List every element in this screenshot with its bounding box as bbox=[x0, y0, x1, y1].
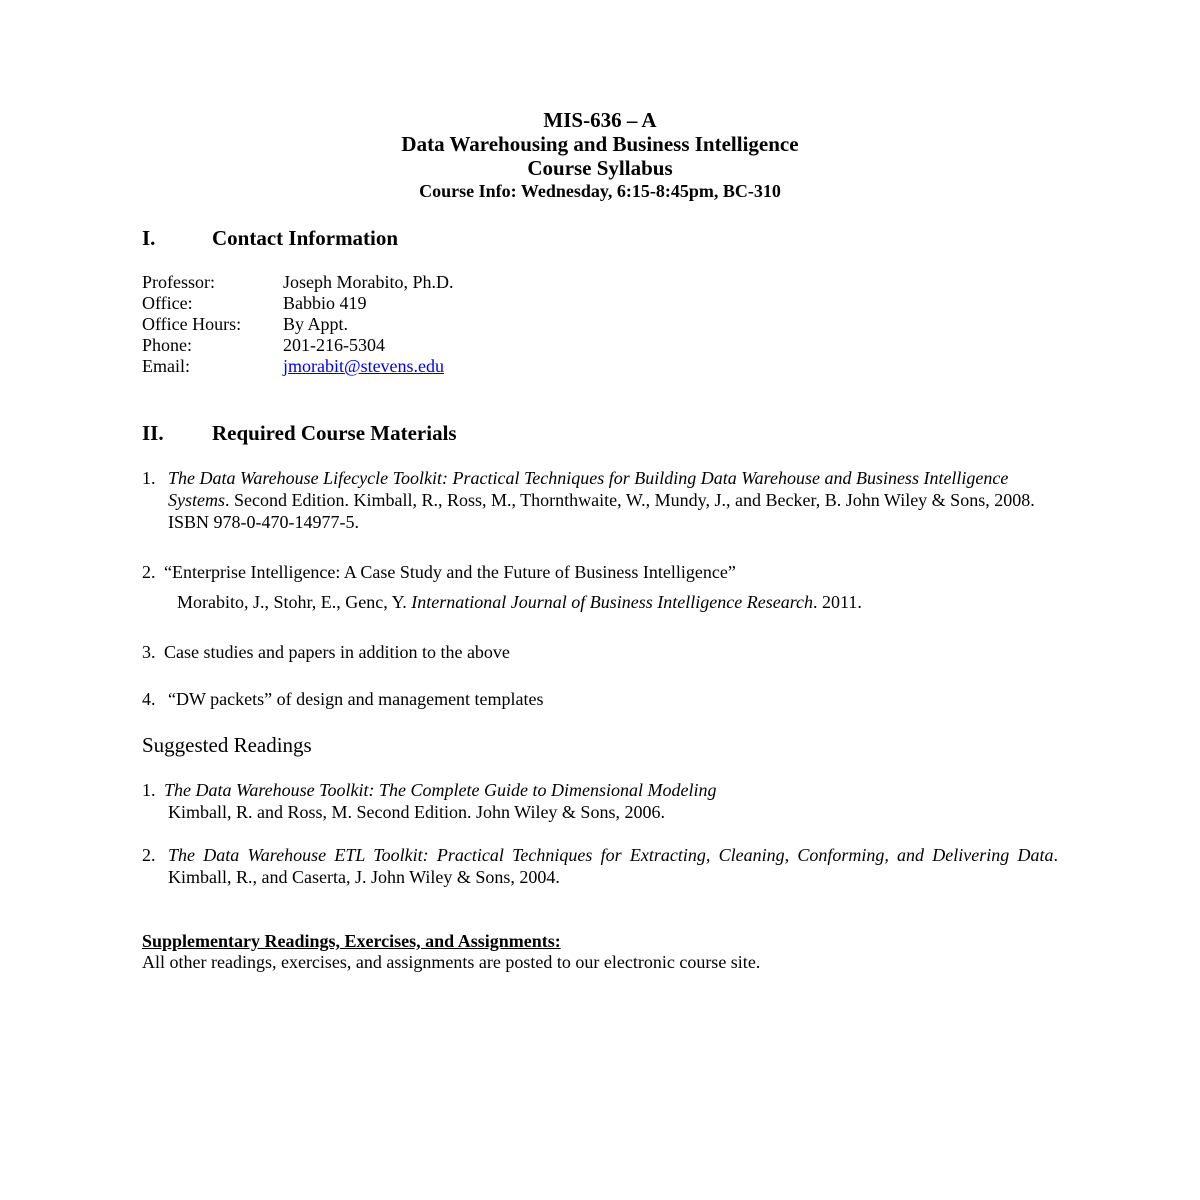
document-title: Course Syllabus bbox=[527, 156, 673, 180]
required-material-3 bbox=[142, 641, 1058, 663]
course-info: Course Info: Wednesday, 6:15-8:45pm, BC-310 bbox=[419, 181, 781, 201]
contact-value: By Appt. bbox=[283, 314, 349, 334]
course-title: Data Warehousing and Business Intelligence bbox=[401, 132, 799, 156]
list-item-text: “DW packets” of design and management templates bbox=[168, 689, 544, 709]
suggested-reading-2 bbox=[142, 844, 1058, 888]
contact-value: 201-216-5304 bbox=[283, 335, 385, 355]
book-title: The Data Warehouse Lifecycle Toolkit: Practical Techniques for Building Data Warehouse and Business Intelligence Systems bbox=[168, 468, 1009, 510]
book-title: The Data Warehouse Toolkit: The Complete Guide to Dimensional Modeling bbox=[164, 780, 717, 800]
list-number: 2. bbox=[142, 562, 156, 582]
citation-details: . Kimball, R., and Caserta, J. John Wiley & Sons, 2004. bbox=[168, 845, 1058, 887]
list-number: 2. bbox=[142, 845, 156, 865]
contact-label: Email: bbox=[142, 356, 190, 376]
required-material-4 bbox=[142, 688, 1058, 710]
required-material-1 bbox=[142, 467, 1058, 533]
supplementary-section bbox=[142, 931, 1058, 973]
section-title: Contact Information bbox=[212, 226, 399, 250]
section-number: I. bbox=[142, 226, 156, 250]
citation-details: . Second Edition. Kimball, R., Ross, M., Thornthwaite, W., Mundy, J., and Becker, B. John Wiley & Sons, 2008. ISBN 978-0-470-14977-5. bbox=[168, 490, 1035, 532]
contact-value: Joseph Morabito, Ph.D. bbox=[283, 272, 454, 292]
citation-details bbox=[177, 591, 1058, 613]
course-code: MIS-636 – A bbox=[543, 108, 657, 132]
contact-label: Professor: bbox=[142, 272, 215, 292]
book-title: The Data Warehouse ETL Toolkit: Practical Techniques for Extracting, Cleaning, Conforming, and Delivering Data bbox=[168, 845, 1054, 865]
suggested-readings-heading: Suggested Readings bbox=[142, 733, 312, 757]
citation-details: Kimball, R. and Ross, M. Second Edition. John Wiley & Sons, 2006. bbox=[168, 802, 665, 822]
contact-label: Office: bbox=[142, 293, 193, 313]
supplementary-text: All other readings, exercises, and assignments are posted to our electronic course site. bbox=[142, 952, 761, 972]
citation-authors: Morabito, J., Stohr, E., Genc, Y. bbox=[177, 592, 412, 612]
list-item-text: Case studies and papers in addition to the above bbox=[164, 642, 510, 662]
contact-label: Office Hours: bbox=[142, 314, 242, 334]
email-link[interactable]: jmorabit@stevens.edu bbox=[283, 356, 445, 376]
section-title: Required Course Materials bbox=[212, 421, 457, 445]
list-item-body bbox=[164, 779, 1058, 801]
article-title: “Enterprise Intelligence: A Case Study and the Future of Business Intelligence” bbox=[164, 562, 736, 582]
contact-value: Babbio 419 bbox=[283, 293, 367, 313]
document-header bbox=[142, 108, 1058, 202]
list-number: 3. bbox=[142, 642, 156, 662]
required-material-2 bbox=[142, 561, 1058, 613]
list-item-body bbox=[168, 467, 1058, 533]
list-number: 4. bbox=[142, 689, 156, 709]
suggested-reading-1 bbox=[142, 779, 1058, 823]
list-number: 1. bbox=[142, 468, 156, 488]
contact-label: Phone: bbox=[142, 335, 193, 355]
list-item-body bbox=[168, 844, 1058, 888]
citation-year: . 2011. bbox=[813, 592, 862, 612]
supplementary-heading: Supplementary Readings, Exercises, and Assignments: bbox=[142, 931, 561, 951]
section-number: II. bbox=[142, 421, 164, 445]
list-number: 1. bbox=[142, 780, 156, 800]
syllabus-page bbox=[142, 108, 1058, 972]
journal-title: International Journal of Business Intelligence Research bbox=[411, 592, 814, 612]
